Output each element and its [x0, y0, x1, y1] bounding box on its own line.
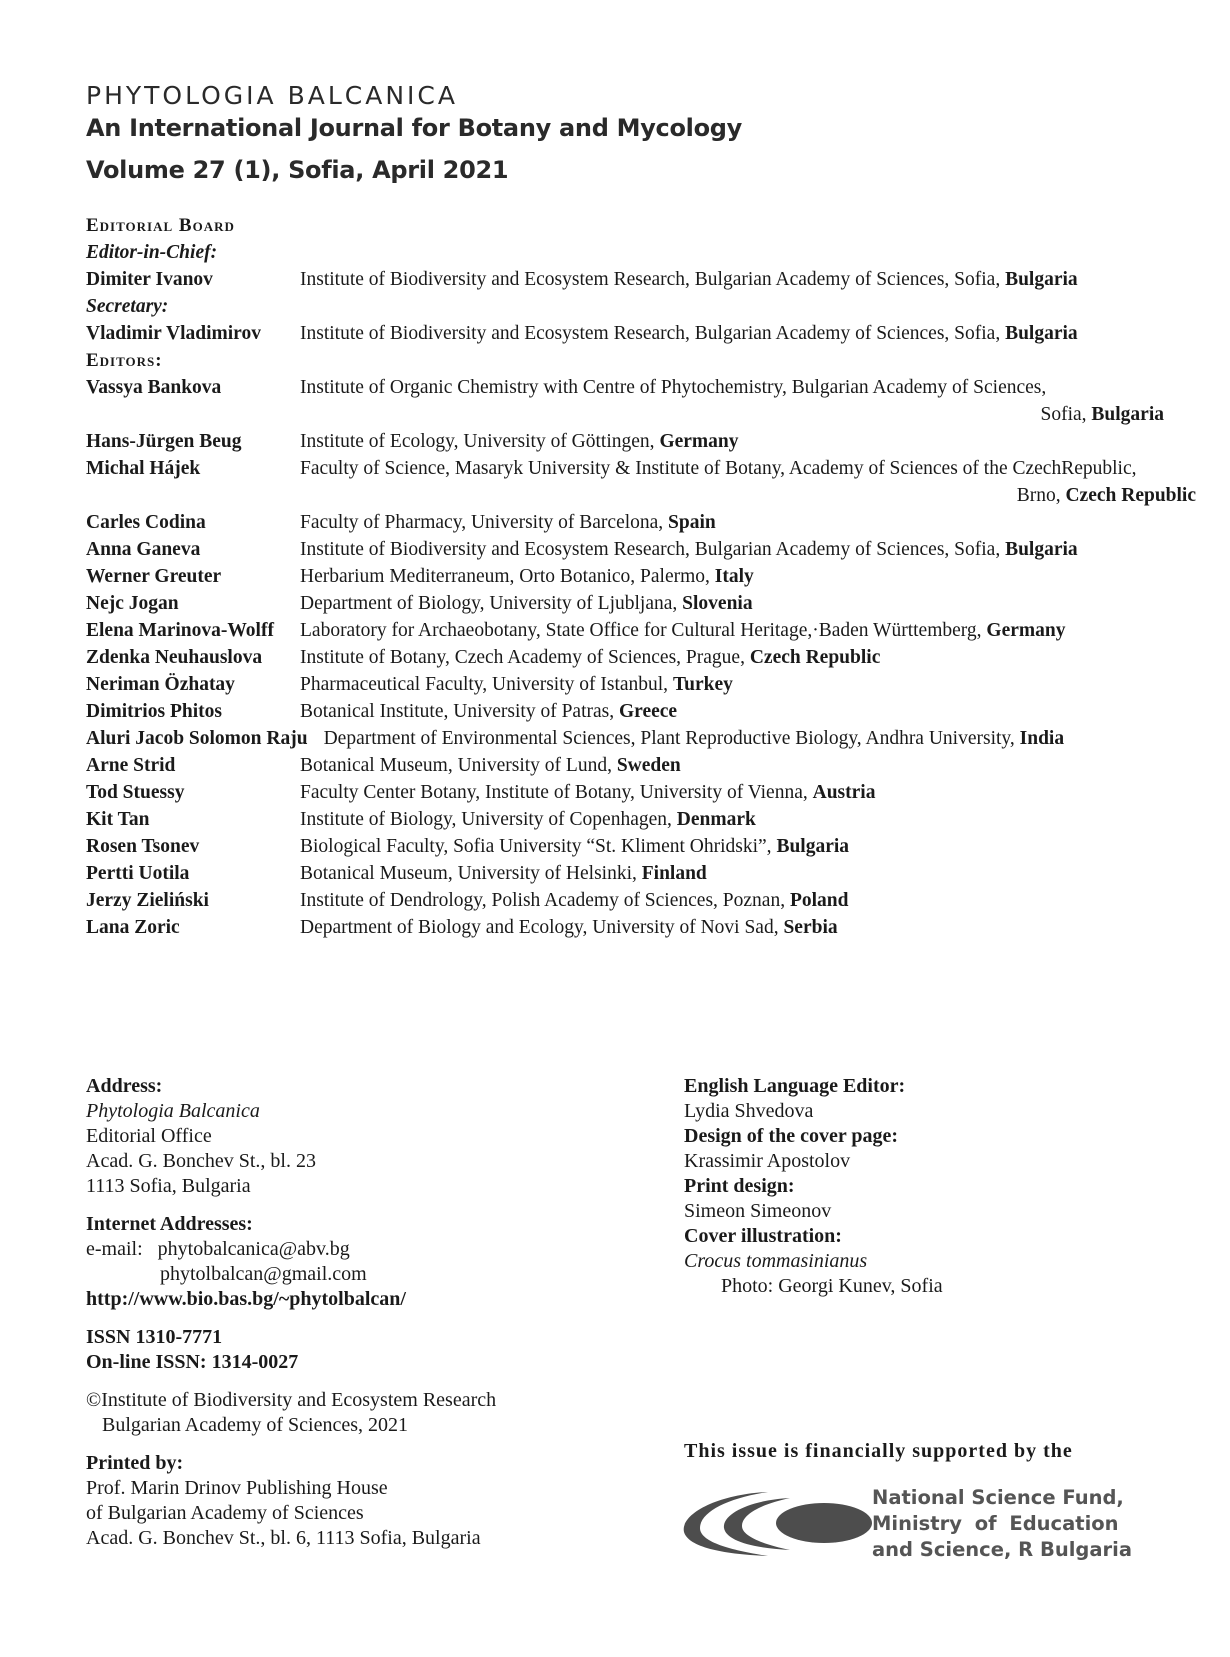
- editor-affiliation: Biological Faculty, Sofia University “St. Kliment Ohridski”, Bulgaria: [300, 836, 850, 857]
- editor-affiliation: Institute of Biology, University of Copenhagen, Denmark: [300, 809, 756, 830]
- editor-name: Neriman Özhatay: [86, 674, 235, 695]
- editor-row: [86, 914, 1196, 941]
- editor-affiliation: Institute of Ecology, University of Göttingen, Germany: [300, 431, 739, 452]
- secretary-affiliation: Institute of Biodiversity and Ecosystem Research, Bulgarian Academy of Sciences, Sofia, Bulgaria: [300, 323, 1078, 344]
- editor-row: [86, 752, 1196, 779]
- editor-affiliation: Institute of Organic Chemistry with Centre of Phytochemistry, Bulgarian Academy of Sciences,: [300, 377, 1047, 398]
- editor-row: [86, 617, 1196, 644]
- cover-illustration-species: Crocus tommasinianus: [684, 1250, 868, 1272]
- editor-row: [86, 644, 1196, 671]
- editor-row: [86, 671, 1196, 698]
- editor-in-chief-name: Dimiter Ivanov: [86, 269, 213, 290]
- credits-column: [684, 1074, 943, 1299]
- editor-name: Vassya Bankova: [86, 377, 222, 398]
- editor-affiliation-continued: Sofia, Bulgaria: [1040, 404, 1164, 425]
- editor-affiliation: Faculty of Pharmacy, University of Barcelona, Spain: [300, 512, 716, 533]
- internet-label: Internet Addresses:: [86, 1213, 253, 1235]
- editor-affiliation: Department of Biology and Ecology, University of Novi Sad, Serbia: [300, 917, 838, 938]
- editor-affiliation: Botanical Institute, University of Patras, Greece: [300, 701, 678, 722]
- journal-name: PHYTOLOGIA BALCANICA: [86, 81, 458, 110]
- address-label: Address:: [86, 1075, 163, 1097]
- editor-name: Rosen Tsonev: [86, 836, 200, 857]
- editor-name: Michal Hájek: [86, 458, 201, 479]
- address-city: 1113 Sofia, Bulgaria: [86, 1175, 251, 1197]
- editor-name: Werner Greuter: [86, 566, 222, 587]
- print-design-label: Print design:: [684, 1175, 795, 1197]
- editor-row: [86, 374, 1196, 401]
- editor-row: [86, 806, 1196, 833]
- editor-country: Czech Republic: [749, 647, 881, 668]
- editor-row: [86, 779, 1196, 806]
- journal-subtitle: An International Journal for Botany and Mycology: [86, 114, 743, 142]
- editorial-board: [86, 212, 1196, 941]
- website-link[interactable]: http://www.bio.bas.bg/~phytolbalcan/: [86, 1288, 406, 1310]
- editor-in-chief-row: [86, 266, 1196, 293]
- national-science-fund-name: [872, 1485, 1132, 1563]
- editor-country: Spain: [668, 512, 716, 533]
- address-column: [86, 1074, 496, 1551]
- print-design-name: Simeon Simeonov: [684, 1200, 832, 1222]
- editor-name: Arne Strid: [86, 755, 176, 776]
- editor-affiliation: Faculty Center Botany, Institute of Botany, University of Vienna, Austria: [300, 782, 876, 803]
- editor-name: Elena Marinova-Wolff: [86, 620, 274, 641]
- editor-affiliation-continued: Brno, Czech Republic: [1016, 485, 1196, 506]
- editor-country: Turkey: [672, 674, 733, 695]
- editor-country: Austria: [812, 782, 876, 803]
- editor-country: Bulgaria: [1091, 404, 1164, 425]
- editor-country: Serbia: [783, 917, 838, 938]
- cover-design-label: Design of the cover page:: [684, 1125, 899, 1147]
- editor-row: [86, 833, 1196, 860]
- cover-design-name: Krassimir Apostolov: [684, 1150, 851, 1172]
- copyright-line-1: ©Institute of Biodiversity and Ecosystem Research: [86, 1389, 497, 1411]
- editor-row: [86, 590, 1196, 617]
- editor-country: Germany: [986, 620, 1066, 641]
- copyright-line-2: Bulgarian Academy of Sciences, 2021: [102, 1414, 409, 1436]
- volume-info: Volume 27 (1), Sofia, April 2021: [86, 156, 509, 184]
- editor-row: [86, 455, 1196, 482]
- address-office: Editorial Office: [86, 1125, 212, 1147]
- fund-line-2: Ministry of Education: [872, 1512, 1119, 1535]
- editor-name: Tod Stuessy: [86, 782, 185, 803]
- editor-name: Jerzy Zieliński: [86, 890, 209, 911]
- secretary-label: Secretary:: [86, 296, 169, 317]
- editor-country: Sweden: [616, 755, 681, 776]
- address-journal: Phytologia Balcanica: [86, 1100, 260, 1122]
- editor-affiliation: Botanical Museum, University of Lund, Sweden: [300, 755, 681, 776]
- editor-name: Lana Zoric: [86, 917, 180, 938]
- editor-affiliation: Pharmaceutical Faculty, University of Istanbul, Turkey: [300, 674, 733, 695]
- editor-row: [86, 860, 1196, 887]
- editors-heading: Editors:: [86, 350, 163, 371]
- cover-illustration-label: Cover illustration:: [684, 1225, 842, 1247]
- language-editor-name: Lydia Shvedova: [684, 1100, 814, 1122]
- editor-country: Germany: [659, 431, 739, 452]
- editor-name: Hans-Jürgen Beug: [86, 431, 242, 452]
- editor-row: [86, 509, 1196, 536]
- printer-line-3: Acad. G. Bonchev St., bl. 6, 1113 Sofia, Bulgaria: [86, 1527, 481, 1549]
- editor-country: Denmark: [676, 809, 756, 830]
- editor-name: Nejc Jogan: [86, 593, 179, 614]
- issn-print: ISSN 1310-7771: [86, 1326, 223, 1348]
- national-science-fund-logo-icon: [678, 1484, 878, 1564]
- email-link-1[interactable]: phytobalcanica@abv.bg: [157, 1238, 350, 1260]
- editor-name: Kit Tan: [86, 809, 150, 830]
- editor-row: [86, 563, 1196, 590]
- editors-list: [86, 374, 1196, 941]
- editor-in-chief-affiliation: Institute of Biodiversity and Ecosystem Research, Bulgarian Academy of Sciences, Sofia, Bulgaria: [300, 269, 1078, 290]
- email-link-2[interactable]: phytolbalcan@gmail.com: [160, 1263, 367, 1285]
- editor-name: Aluri Jacob Solomon Raju: [86, 728, 308, 749]
- printer-line-2: of Bulgarian Academy of Sciences: [86, 1502, 364, 1524]
- editor-name: Carles Codina: [86, 512, 206, 533]
- editor-name: Anna Ganeva: [86, 539, 201, 560]
- editor-country: Finland: [641, 863, 707, 884]
- fund-line-3: and Science, R Bulgaria: [872, 1538, 1132, 1561]
- editor-affiliation: Institute of Biodiversity and Ecosystem Research, Bulgarian Academy of Sciences, Sofia, Bulgaria: [300, 539, 1078, 560]
- printed-by-label: Printed by:: [86, 1452, 184, 1474]
- editor-row: [86, 698, 1196, 725]
- editor-country: Czech Republic: [1065, 485, 1196, 506]
- secretary-name: Vladimir Vladimirov: [86, 323, 261, 344]
- editor-name: Zdenka Neuhauslova: [86, 647, 263, 668]
- email-line: e-mail: phytobalcanica@abv.bg: [86, 1238, 350, 1260]
- language-editor-label: English Language Editor:: [684, 1075, 906, 1097]
- editor-affiliation: Laboratory for Archaeobotany, State Office for Cultural Heritage,·Baden Württemberg, Germany: [300, 620, 1066, 641]
- editor-affiliation: Institute of Dendrology, Polish Academy of Sciences, Poznan, Poland: [300, 890, 849, 911]
- editor-affiliation: Department of Biology, University of Ljubljana, Slovenia: [300, 593, 753, 614]
- editorial-board-heading: Editorial Board: [86, 215, 235, 236]
- editor-country: Slovenia: [682, 593, 753, 614]
- fund-line-1: National Science Fund,: [872, 1486, 1124, 1509]
- printer-line-1: Prof. Marin Drinov Publishing House: [86, 1477, 388, 1499]
- editor-row: [86, 725, 1196, 752]
- editor-country: Poland: [789, 890, 849, 911]
- editor-affiliation: Department of Environmental Sciences, Plant Reproductive Biology, Andhra University, India: [323, 728, 1065, 749]
- editor-name: Dimitrios Phitos: [86, 701, 222, 722]
- editor-name: Pertti Uotila: [86, 863, 190, 884]
- editor-affiliation: Faculty of Science, Masaryk University & Institute of Botany, Academy of Sciences of the CzechRepublic,: [300, 458, 1137, 479]
- issn-online: On-line ISSN: 1314-0027: [86, 1351, 299, 1373]
- editor-affiliation: Institute of Botany, Czech Academy of Sciences, Prague, Czech Republic: [300, 647, 881, 668]
- editor-country: India: [1019, 728, 1065, 749]
- support-statement: This issue is financially supported by the: [684, 1440, 1073, 1462]
- editor-affiliation: Botanical Museum, University of Helsinki, Finland: [300, 863, 707, 884]
- masthead: [86, 80, 742, 186]
- editor-row: [86, 887, 1196, 914]
- editor-country: Bulgaria: [1005, 539, 1078, 560]
- editor-country: Bulgaria: [776, 836, 850, 857]
- cover-illustration-photo: Photo: Georgi Kunev, Sofia: [721, 1275, 943, 1297]
- editor-row: [86, 428, 1196, 455]
- editor-row: [86, 536, 1196, 563]
- editor-affiliation: Herbarium Mediterraneum, Orto Botanico, Palermo, Italy: [300, 566, 754, 587]
- secretary-row: [86, 320, 1196, 347]
- editor-in-chief-label: Editor-in-Chief:: [86, 242, 218, 263]
- address-street: Acad. G. Bonchev St., bl. 23: [86, 1150, 316, 1172]
- editor-country: Italy: [714, 566, 754, 587]
- editor-country: Greece: [618, 701, 678, 722]
